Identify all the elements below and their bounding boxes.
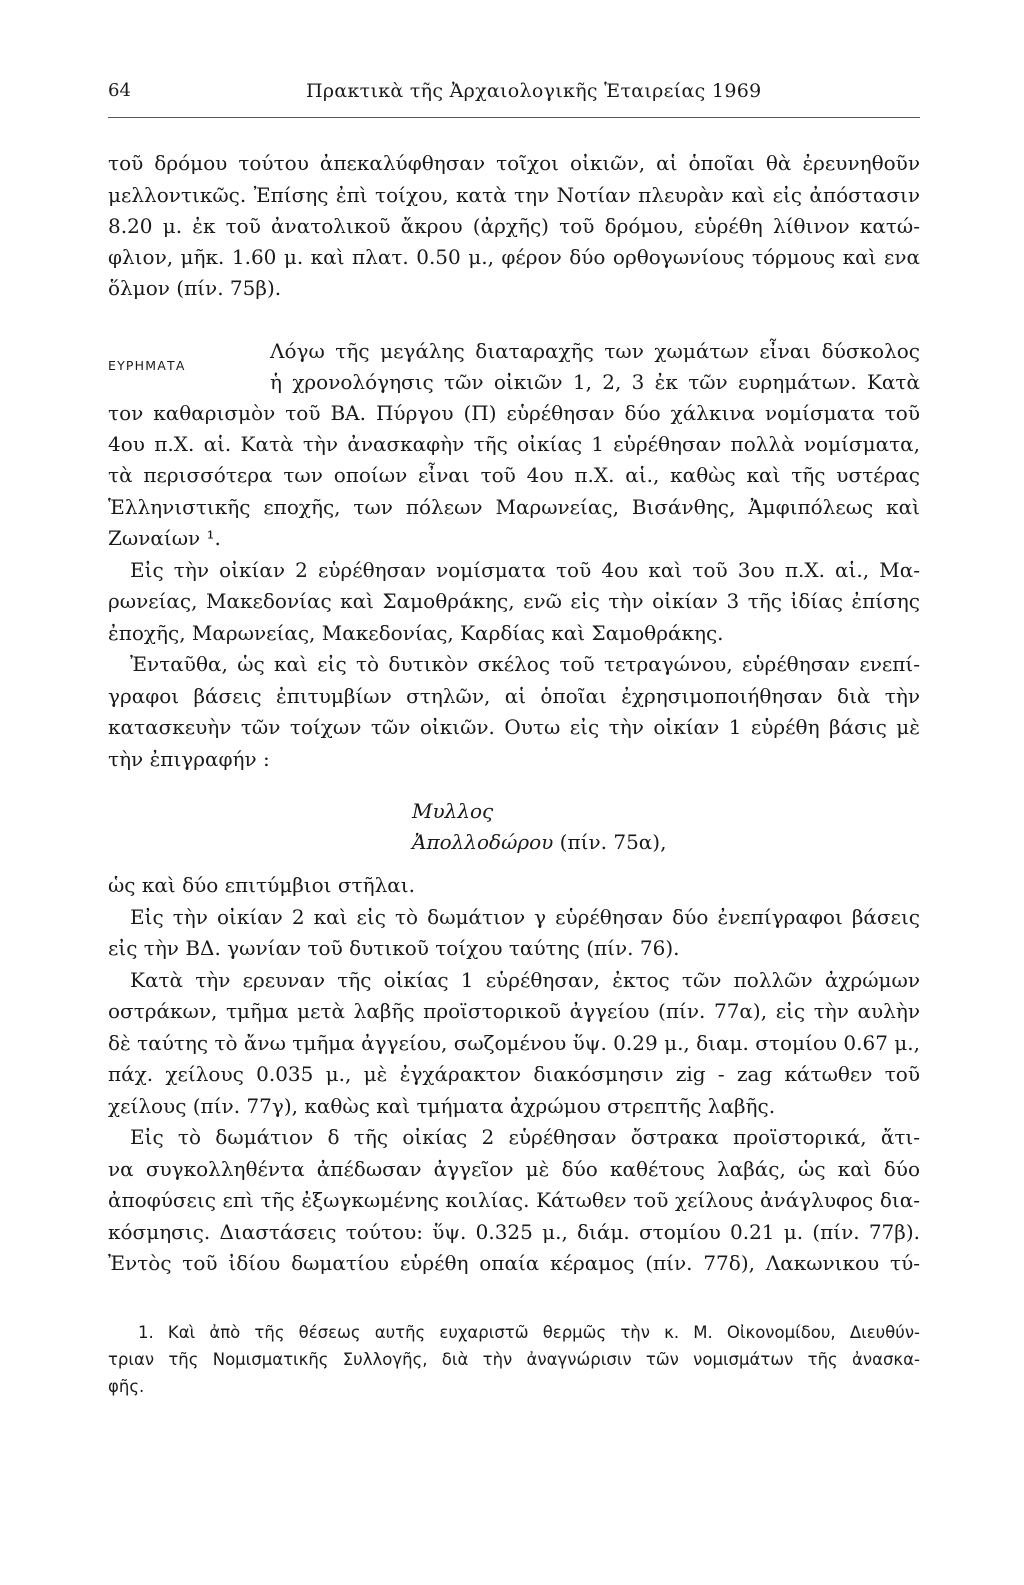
text-line: ὡς καὶ δύο επιτύμβιοι στῆλαι. — [108, 873, 415, 897]
inscription-name: Ἀπολλοδώρου — [412, 830, 554, 854]
text-line: Εἰς τὴν οἰκίαν 2 καὶ εἰς τὸ δωμάτιον γ εὑρέθησαν δύο ἐνεπίγραφοι βάσεις — [130, 905, 920, 929]
text-line: ἀποφύσεις επὶ τῆς ἐξωγκωμένης κοιλίας. Κάτωθεν τοῦ χείλους ἀνάγλυφος δια- — [108, 1188, 920, 1212]
text-line: Ζωναίων ¹. — [108, 526, 221, 550]
footnote-line: φῆς. — [108, 1377, 145, 1396]
text-line: 8.20 μ. ἐκ τοῦ ἀνατολικοῦ ἄκρου (ἀρχῆς) τοῦ δρόμου, εὑρέθη λίθινον κατώ- — [108, 214, 920, 238]
text-line: οστράκων, τμῆμα μετὰ λαβῆς προϊστορικοῦ ἀγγείου (πίν. 77α), εἰς τὴν αυλὴν — [108, 999, 920, 1023]
text-line: γραφοι βάσεις ἐπιτυμβίων στηλῶν, αἱ ὁποῖαι ἐχρησιμοποιήθησαν διὰ τὴν — [108, 684, 920, 708]
text-line: Ἐνταῦθα, ὡς καὶ εἰς τὸ δυτικὸν σκέλος τοῦ τετραγώνου, εὑρέθησαν ενεπί- — [130, 652, 920, 676]
text-line: Λόγω τῆς μεγάλης διαταραχῆς των χωμάτων εἶναι δύσκολος — [270, 339, 920, 363]
text-line: κατασκευὴν τῶν τοίχων τῶν οἰκιῶν. Ουτω εἰς τὴν οἰκίαν 1 εὑρέθη βάσις μὲ — [108, 715, 920, 739]
text-line: κόσμησις. Διαστάσεις τούτου: ὕψ. 0.325 μ., διάμ. στομίου 0.21 μ. (πίν. 77β). — [108, 1220, 920, 1244]
text-line: Εἰς τὸ δωμάτιον δ τῆς οἰκίας 2 εὑρέθησαν ὄστρακα προϊστορικά, ἄτι- — [130, 1125, 920, 1149]
page-header — [108, 80, 920, 110]
text-line: Κατὰ τὴν ερευναν τῆς οἰκίας 1 εὑρέθησαν, ἐκτος τῶν πολλῶν ἀχρώμων — [130, 968, 920, 992]
text-line: χείλους (πίν. 77γ), καθὼς καὶ τμήματα ἀχρώμου στρεπτῆς λαβῆς. — [108, 1094, 776, 1118]
text-line: δὲ ταύτης τὸ ἄνω τμῆμα ἀγγείου, σωζομένου ὕψ. 0.29 μ., διαμ. στομίου 0.67 μ., — [108, 1031, 920, 1055]
text-line: τον καθαρισμὸν τοῦ ΒΑ. Πύργου (Π) εὑρέθησαν δύο χάλκινα νομίσματα τοῦ — [108, 401, 920, 425]
text-line: ἡ χρονολόγησις τῶν οἰκιῶν 1, 2, 3 ἐκ τῶν ευρημάτων. Κατὰ — [270, 370, 920, 394]
text-line: μελλοντικῶς. Ἐπίσης ἐπὶ τοίχου, κατὰ την Νοτίαν πλευρὰν καὶ εἰς ἀπόστασιν — [108, 183, 920, 207]
text-line: πάχ. χείλους 0.035 μ., μὲ ἐγχάρακτον διακόσμησιν zig - zag κάτωθεν τοῦ — [108, 1062, 920, 1086]
text-line: φλιον, μῆκ. 1.60 μ. καὶ πλατ. 0.50 μ., φέρον δύο ορθογωνίους τόρμους καὶ ενα — [108, 245, 920, 269]
text-line: εἰς τὴν ΒΔ. γωνίαν τοῦ δυτικοῦ τοίχου ταύτης (πίν. 76). — [108, 936, 680, 960]
text-line: Ἐντὸς τοῦ ἰδίου δωματίου εὑρέθη οπαία κέραμος (πίν. 77δ), Λακωνικου τύ- — [108, 1251, 920, 1275]
text-line: Ἑλληνιστικῆς εποχῆς, των πόλεων Μαρωνείας, Βισάνθης, Ἀμφιπόλεως καὶ — [108, 495, 920, 519]
text-line: ἐποχῆς, Μαρωνείας, Μακεδονίας, Καρδίας καὶ Σαμοθράκης. — [108, 621, 724, 645]
text-line: να συγκολληθέντα ἀπέδωσαν ἀγγεῖον μὲ δύο καθέτους λαβάς, ὡς καὶ δύο — [108, 1157, 920, 1181]
footnote-line: τριαν τῆς Νομισματικῆς Συλλογῆς, διὰ τὴν ἀναγνώρισιν τῶν νομισμάτων τῆς ἀνασκα- — [108, 1350, 920, 1369]
text-line: τὴν ἐπιγραφήν : — [108, 747, 270, 771]
plate-reference: (πίν. 75α), — [553, 830, 667, 854]
section-margin-label: ΕΥΡΗΜΑΤΑ — [108, 358, 186, 373]
header-rule — [108, 117, 920, 118]
footnote-line: 1. Καὶ ἀπὸ τῆς θέσεως αυτῆς ευχαριστῶ θερμῶς τὴν κ. Μ. Οἰκονομίδου, Διευθύν- — [138, 1323, 920, 1342]
page-number: 64 — [108, 80, 131, 101]
text-line: τὰ περισσότερα των οποίων εἶναι τοῦ 4ου π.Χ. αἱ., καθὼς καὶ τῆς υστέρας — [108, 463, 920, 487]
text-line: ρωνείας, Μακεδονίας καὶ Σαμοθράκης, ενῶ εἰς τὴν οἰκίαν 3 τῆς ἰδίας ἐπίσης — [108, 589, 920, 613]
text-line: 4ου π.Χ. αἱ. Κατὰ τὴν ἀνασκαφὴν τῆς οἰκίας 1 εὑρέθησαν πολλὰ νομίσματα, — [108, 432, 920, 456]
inscription-line-1: Μυλλος — [412, 799, 494, 823]
text-line: Εἰς τὴν οἰκίαν 2 εὑρέθησαν νομίσματα τοῦ 4ου καὶ τοῦ 3ου π.Χ. αἱ., Μα- — [130, 558, 920, 582]
text-line: ὅλμον (πίν. 75β). — [108, 276, 282, 300]
running-head: Πρακτικὰ τῆς Ἀρχαιολογικῆς Ἑταιρείας 1969 — [306, 80, 762, 102]
inscription-line-2 — [412, 829, 912, 855]
text-line: τοῦ δρόμου τούτου ἀπεκαλύφθησαν τοῖχοι οἰκιῶν, αἱ ὁποῖαι θὰ ἐρευνηθοῦν — [108, 151, 920, 175]
